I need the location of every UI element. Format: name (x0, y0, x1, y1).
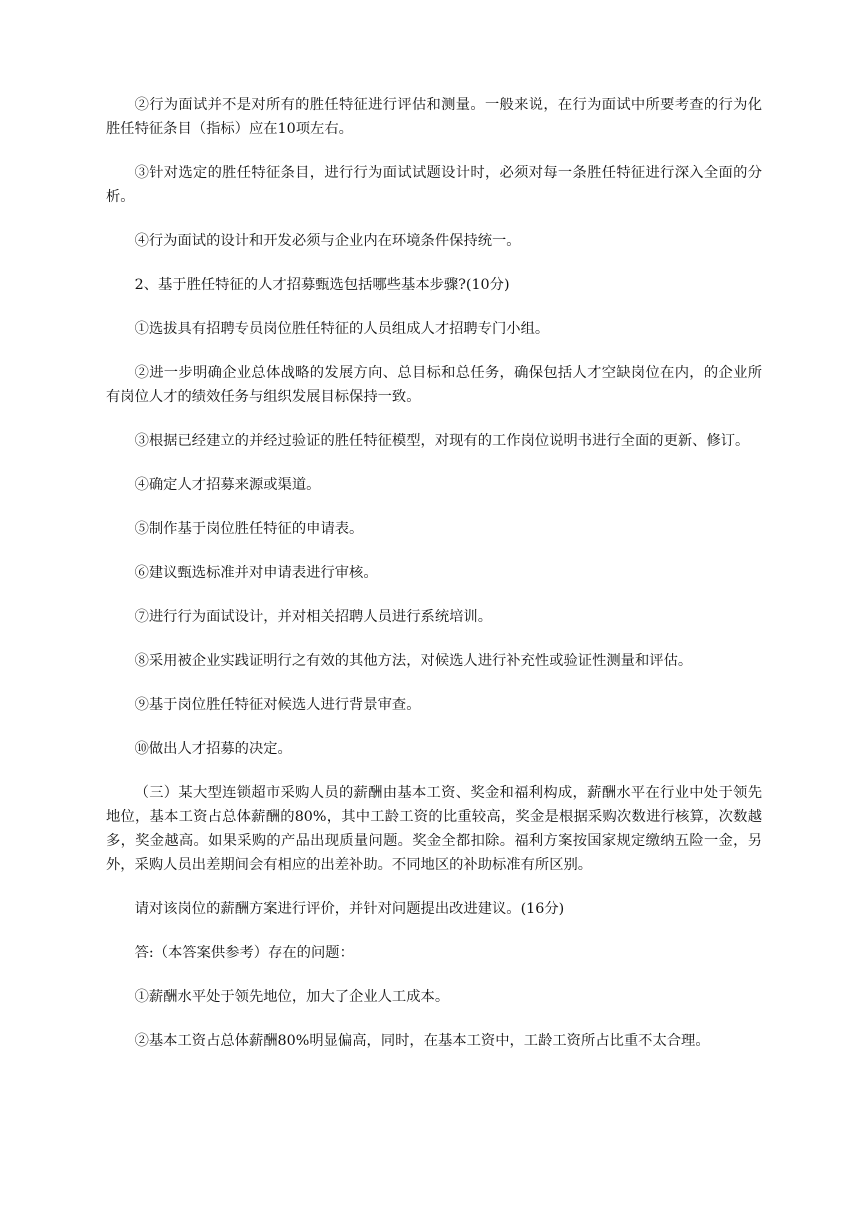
paragraph: ①选拔具有招聘专员岗位胜任特征的人员组成人才招聘专门小组。 (134, 321, 550, 337)
question-heading: 2、基于胜任特征的人才招募甄选包括哪些基本步骤?(10分) (134, 277, 510, 293)
paragraph: ⑧采用被企业实践证明行之有效的其他方法，对候选人进行补充性或验证性测量和评估。 (134, 653, 693, 669)
paragraph: ②进一步明确企业总体战略的发展方向、总目标和总任务，确保包括人才空缺岗位在内，的企业所有岗位人才的绩效任务与组织发展目标保持一致。 (106, 365, 762, 405)
paragraph: ③根据已经建立的并经过验证的胜任特征模型，对现有的工作岗位说明书进行全面的更新、修订。 (134, 433, 750, 449)
paragraph: ②基本工资占总体薪酬80%明显偏高，同时，在基本工资中，工龄工资所占比重不太合理。 (134, 1033, 710, 1049)
paragraph: ④确定人才招募来源或渠道。 (134, 477, 321, 493)
paragraph: ④行为面试的设计和开发必须与企业内在环境条件保持统一。 (134, 233, 521, 249)
answer-heading: 答:（本答案供参考）存在的问题： (134, 945, 354, 961)
paragraph: ⑤制作基于岗位胜任特征的申请表。 (134, 521, 364, 537)
paragraph: ③针对选定的胜任特征条目，进行行为面试试题设计时，必须对每一条胜任特征进行深入全面的分析。 (106, 165, 762, 205)
paragraph: ⑥建议甄选标准并对申请表进行审核。 (134, 565, 378, 581)
paragraph: ①薪酬水平处于领先地位，加大了企业人工成本。 (134, 989, 450, 1005)
case-description: （三）某大型连锁超市采购人员的薪酬由基本工资、奖金和福利构成，薪酬水平在行业中处于领先地位，基本工资占总体薪酬的80%，其中工龄工资的比重较高，奖金是根据采购次数进行核算，次数越多，奖金越高。如果采购的产品出现质量问题。奖金全都扣除。福利方案按国家规定缴纳五险一金，另外，采购人员出差期间会有相应的出差补助。不同地区的补助标准有所区别。 (106, 785, 762, 873)
question-prompt: 请对该岗位的薪酬方案进行评价，并针对问题提出改进建议。(16分) (134, 901, 565, 917)
paragraph: ②行为面试并不是对所有的胜任特征进行评估和测量。一般来说，在行为面试中所要考查的行为化胜任特征条目（指标）应在10项左右。 (106, 97, 762, 137)
paragraph: ⑨基于岗位胜任特征对候选人进行背景审查。 (134, 697, 421, 713)
document-page (106, 93, 762, 1073)
paragraph: ⑩做出人才招募的决定。 (134, 741, 292, 757)
paragraph: ⑦进行行为面试设计，并对相关招聘人员进行系统培训。 (134, 609, 493, 625)
